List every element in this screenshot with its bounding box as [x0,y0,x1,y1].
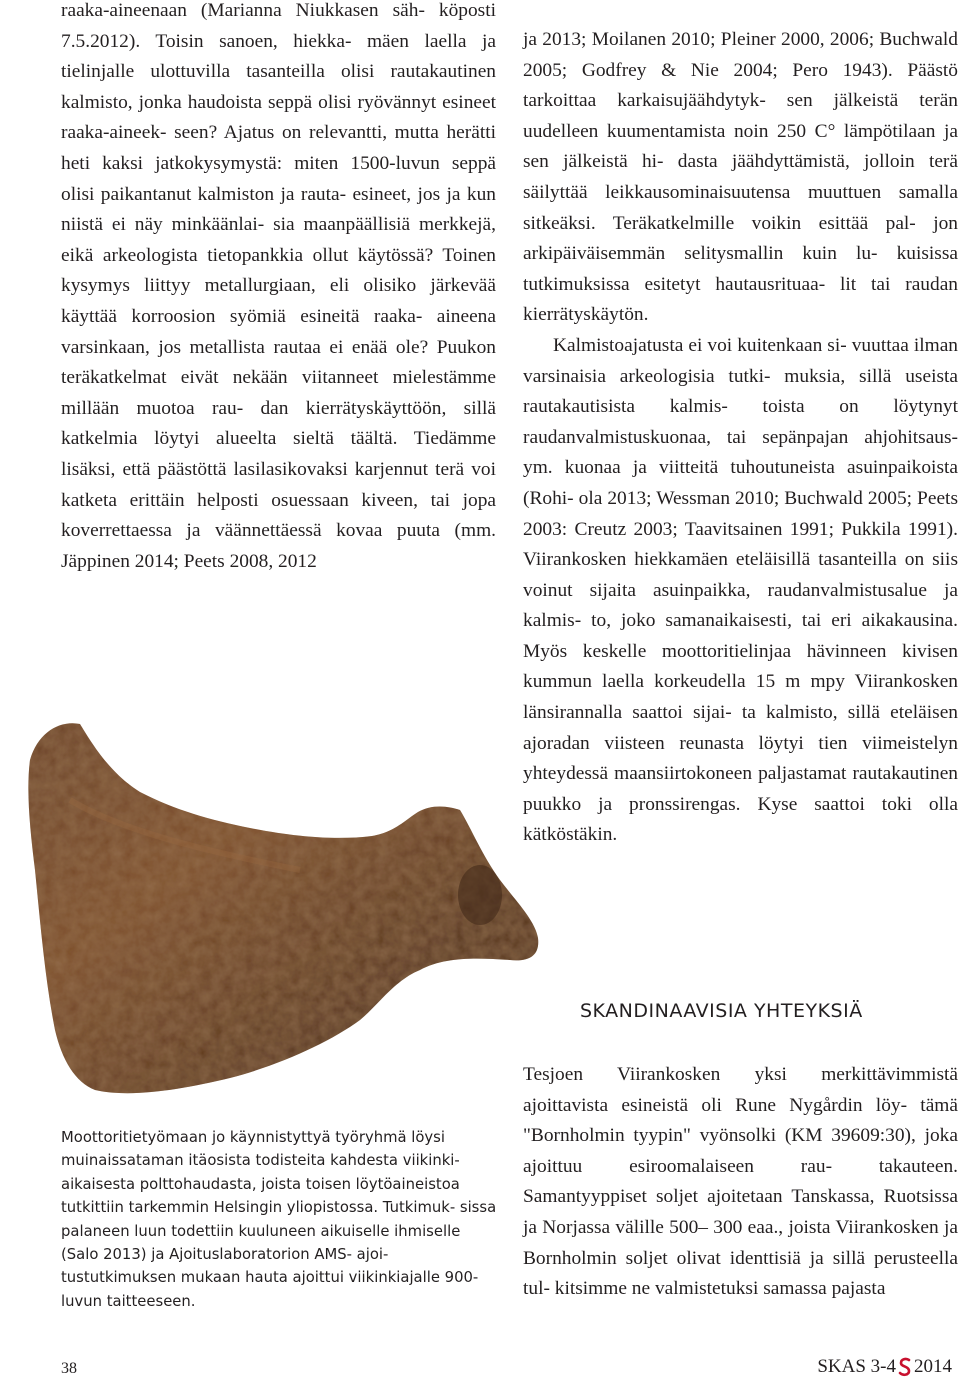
right-column-paragraph-2: Kalmistoajatusta ei voi kuitenkaan si- vuuttaa ilman varsinaisia arkeologisia tutki- muksia, sillä useista rautakautisista kalmis- toista on löytynyt raudanvalmistuskuonaa, tai sepänpajan ahjohitsaus- ym. kuonaa ja viitteitä tuhoutuneista asuinpaikoista (Rohi- ola 2013; Wessman 2010; Buchwald 2005; Peets 2003: Creutz 2003; Taavitsainen 1991; Pukkila 1991). Viirankosken hiekkamäen eteläisillä tasanteilla on siis voinut sijaita asuinpaikka, raudanvalmistusalue ja kalmis- to, joko samanaikaisesti, tai eri aikakausina. Myös keskelle moottoritielinjaa hävinneen kivisen kummun laella korkeudella 15 m mpy Viirankosken länsirannalla saattoi sijai- ta kalmisto, sillä eteläisen ajoradan viisteen reunasta löytyi tien viimeistelyn yhteydessä maansiirtokoneen paljastamat rautakautinen puukko ja pronssirengas. Kyse saattoi toki olla kätköstäkin. [523,334,958,846]
left-column-text: raaka-aineenaan (Marianna Niukkasen säh- köposti 7.5.2012). Toisin sanoen, hiekka- mäen laella ja tielinjalle ulottuvilla tasanteilla olisi rautakautinen kalmisto, jonka haudoista seppä olisi ryövännyt esineet raaka-aineek- seen? Ajatus on relevantti, mutta herätti heti kaksi jatkokysymystä: miten 1500-luvun seppä olisi paikantanut kalmiston ja rauta- esineet, jos ja kun niistä ei näy minkäänlai- sia maanpäällisiä merkkejä, eikä arkeologista tietopankkia ollut käytössä? Toinen kysymys liittyy metallurgiaan, eli olisiko järkevää käyttää korroosion syömiä esineitä raaka- aineena varsinkaan, jos metallista rautaa ei enää ole? Puukon teräkatkelmat eivät nekään viitanneet mielestämme millään muotoa rau- dan kierrätyskäyttöön, sillä katkelmia löytyi alueelta sieltä täältä. Tiedämme lisäksi, että päästöttä lasilasikovaksi karjennut terä voi katketa erittäin helposti osuessaan kiveen, tai jopa koverrettaessa ja väännettäessä kovaa puuta (mm. Jäppinen 2014; Peets 2008, 2012 [61,0,496,572]
section-paragraph-1: Tesjoen Viirankosken yksi merkittävimmistä ajoittavista esineistä oli Rune Nygårdin löy- tämä "Bornholmin tyypin" vyönsolki (KM 39609:30), joka ajoittuu esiroomalaiseen rau- takauteen. Samantyyppiset soljet ajoitetaan Tanskassa, Ruotsissa ja Norjassa välille 500– 300 eaa., joista Viirankosken ja Bornholmin soljet olivat identtisiä ja sillä perusteella tul- kitsimme ne valmistetuksi samassa pajasta [523,1064,958,1300]
axe-socket-shadow [458,865,502,925]
axe-head-photo [0,680,540,1110]
red-s-logo-icon [898,1357,912,1377]
right-column-top [523,25,958,851]
journal-name: SKAS 3-4 [817,1356,896,1377]
journal-footer [817,1356,952,1378]
right-column-bottom [523,1060,958,1305]
page-number: 38 [61,1360,77,1377]
figure-caption: Moottoritietyömaan jo käynnistyttyä työryhmä löysi muinaissataman itäosista todisteita kahdesta viikinki- aikaisesta polttohaudasta, joista toisen löytöaineistoa tutkittiin tarkemmin Helsingin yliopistossa. Tutkimuk- sissa palaneen luun todettiin kuuluneen aikuiselle ihmiselle (Salo 2013) ja Ajoituslaboratorion AMS- ajoi- tustutkimuksen mukaan hauta ajoittui viikinkiajalle 900-luvun taitteeseen. [61,1129,497,1310]
journal-year: 2014 [914,1356,952,1377]
left-column [61,0,496,577]
right-column-paragraph-1: ja 2013; Moilanen 2010; Pleiner 2000, 2006; Buchwald 2005; Godfrey & Nie 2004; Pero 1943). Päästö tarkoittaa karkaisujäähdytyk- sen jälkeistä terän uudelleen kuumentamista noin 250 C° lämpötilaan ja sen jälkeistä hi- dasta jäähdyttämistä, jolloin terä säilyttää leikkausominaisuutensa muuttuen samalla sitkeäksi. Teräkatkelmille voikin esittää pal- jon arkipäiväisemmän selitysmallin kuin lu- kuisissa tutkimuksissa esitetyt hautausrituaa- lit tai raudan kierrätyskäytön. [523,29,958,326]
section-heading: SKANDINAAVISIA YHTEYKSIÄ [580,1000,863,1022]
